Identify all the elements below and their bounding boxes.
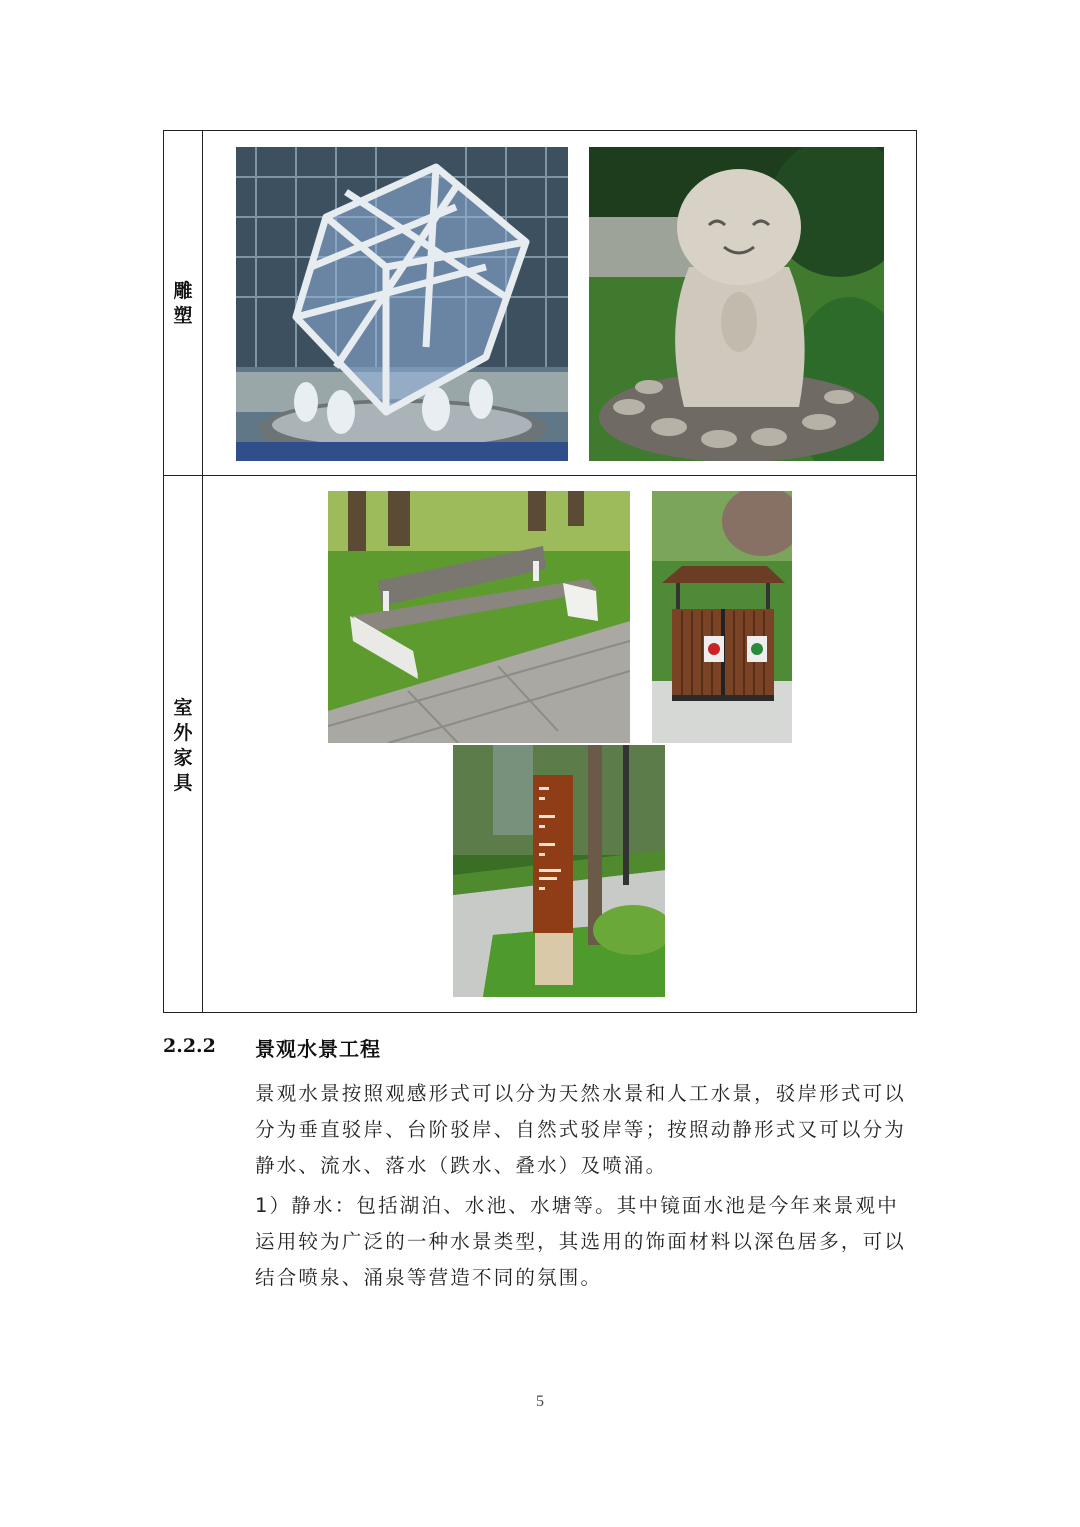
paragraph: 景观水景按照观感形式可以分为天然水景和人工水景，驳岸形式可以分为垂直驳岸、台阶驳岸、自然式驳岸等；按照动静形式又可以分为静水、流水、落水（跌水、叠水）及喷涌。 bbox=[255, 1082, 907, 1177]
row-label-sculpture: 雕 塑 bbox=[173, 280, 193, 327]
table-column-divider bbox=[202, 131, 203, 1012]
cube-sculpture-photo bbox=[236, 147, 568, 461]
table-row-divider bbox=[164, 475, 916, 476]
paragraph: 1）静水：包括湖泊、水池、水塘等。其中镜面水池是今年来景观中运用较为广泛的一种水景类型，其选用的饰面材料以深色居多，可以结合喷泉、涌泉等营造不同的氛围。 bbox=[255, 1194, 907, 1289]
bench-photo bbox=[328, 491, 630, 743]
monk-sculpture-photo bbox=[589, 147, 884, 461]
signpost-photo bbox=[453, 745, 665, 997]
section-number: 2.2.2 bbox=[163, 1035, 216, 1057]
row-label-outdoor-furniture: 室 外 家 具 bbox=[173, 697, 193, 794]
section-title: 景观水景工程 bbox=[255, 1037, 381, 1061]
trash-bin-photo bbox=[652, 491, 792, 743]
page-number: 5 bbox=[536, 1393, 544, 1410]
